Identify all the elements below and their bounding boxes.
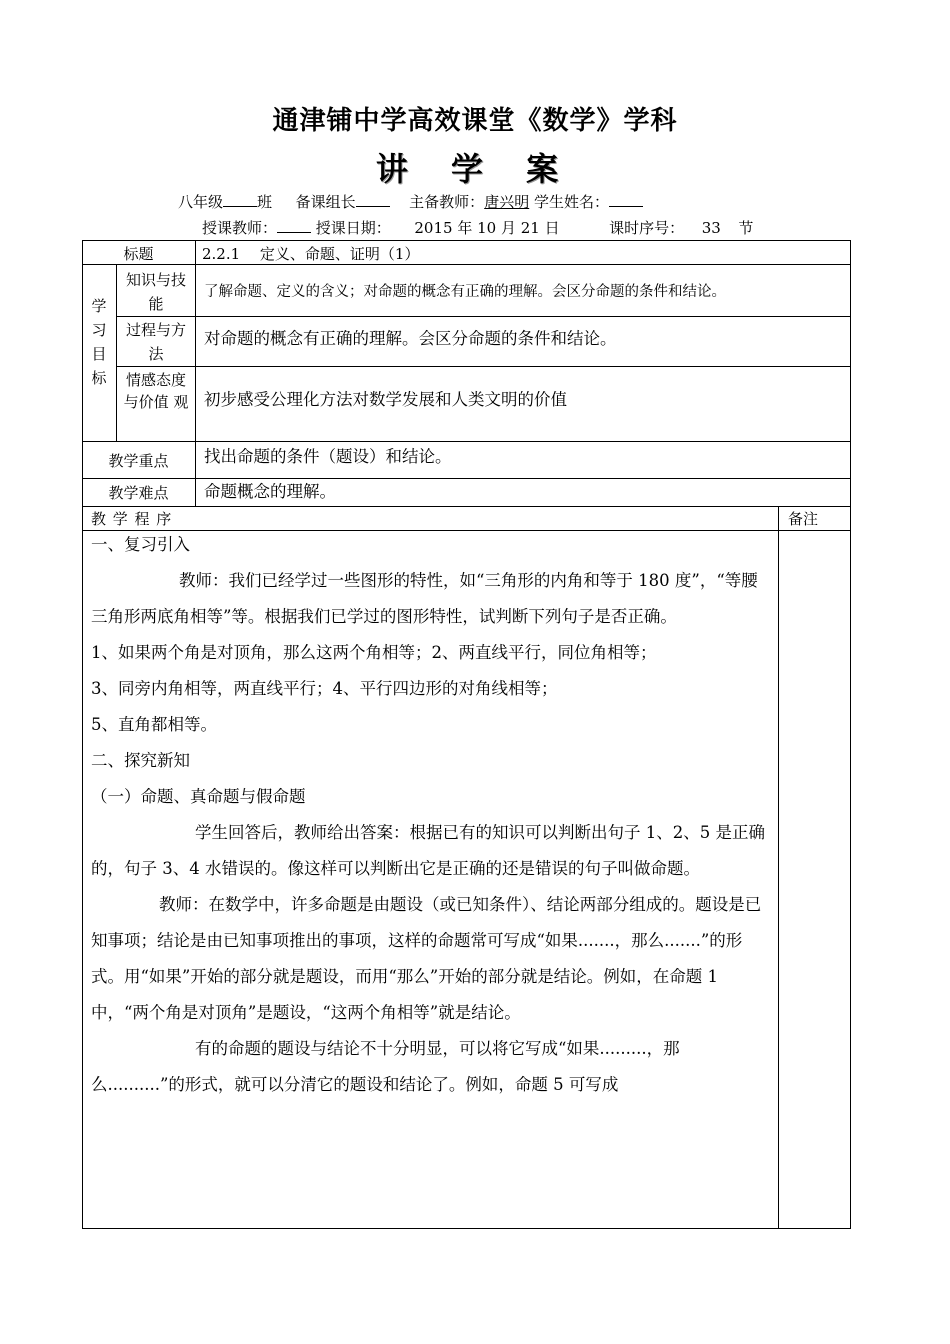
topic-value: 2.2.1 定义、命题、证明（1）	[202, 245, 420, 263]
lesson-number-label: 课时序号：	[609, 219, 685, 237]
page-subtitle: 讲 学 案	[375, 150, 575, 188]
procedure-label: 教 学 程 序	[91, 510, 173, 528]
student-name-label: 学生姓名：	[533, 193, 609, 211]
paragraph-review: 教师：我们已经学过一些图形的特性，如“三角形的内角和等于 180 度”，“等腰三角形两底角相等”等。根据我们已学过的图形特性，试判断下列句子是否正确。	[91, 571, 758, 626]
objective-text-process: 对命题的概念有正确的理解。会区分命题的条件和结论。	[204, 329, 617, 348]
objective-label-knowledge: 知识与技 能	[125, 271, 186, 313]
group-leader-label: 备课组长	[295, 193, 356, 211]
objective-label-process: 过程与方 法	[125, 321, 186, 363]
class-label: 班	[257, 193, 273, 211]
objective-label-attitude: 情感态度与价值 观	[123, 371, 189, 411]
date-value: 2015 年 10 月 21 日	[414, 219, 560, 237]
header-info-line-2	[202, 217, 753, 238]
main-teacher-label: 主备教师：	[409, 193, 485, 211]
lesson-unit: 节	[738, 219, 754, 237]
date-label: 授课日期：	[315, 219, 391, 237]
paragraph-answer: 学生回答后，教师给出答案：根据已有的知识可以判断出句子 1、2、5 是正确的，句子 3、4 水错误的。像这样可以判断出它是正确的还是错误的句子叫做命题。	[91, 823, 765, 878]
list-item: 3、同旁内角相等，两直线平行；4、平行四边形的对角线相等；	[91, 679, 558, 698]
objectives-label: 学习目标	[91, 297, 107, 387]
objective-text-attitude: 初步感受公理化方法对数学发展和人类文明的价值	[204, 390, 567, 409]
objective-text-knowledge: 了解命题、定义的含义；对命题的概念有正确的理解。会区分命题的条件和结论。	[204, 284, 726, 300]
header-info-line-1	[178, 191, 643, 212]
list-item: 1、如果两个角是对顶角，那么这两个角相等；2、两直线平行，同位角相等；	[91, 643, 657, 662]
remarks-label: 备注	[788, 510, 819, 528]
section-review-title: 一、复习引入	[91, 535, 190, 554]
section-explore-title: 二、探究新知	[91, 751, 190, 770]
list-item: 5、直角都相等。	[91, 715, 217, 734]
teacher-blank	[277, 218, 311, 233]
student-name-blank	[609, 192, 643, 207]
paragraph-rewrite: 有的命题的题设与结论不十分明显，可以将它写成“如果.........，那么..........”的形式，就可以分清它的题设和结论了。例如，命题 5 可写成	[91, 1039, 680, 1094]
paragraph-proposition-structure: 教师：在数学中，许多命题是由题设（或已知条件）、结论两部分组成的。题设是已知事项；结论是由已知事项推出的事项，这样的命题常可写成“如果.......，那么.......”的形式。用“如果”开始的部分就是题设，而用“那么”开始的部分就是结论。例如，在命题 1 中，“两个角是对顶角”是题设，“这两个角相等”就是结论。	[91, 895, 762, 1022]
lesson-number-value: 33	[701, 219, 721, 237]
topic-label: 标题	[123, 245, 154, 263]
difficulty-label: 教学难点	[108, 484, 169, 502]
teacher-label: 授课教师：	[202, 219, 278, 237]
page-title: 通津铺中学高效课堂《数学》学科	[272, 106, 678, 136]
lesson-body	[91, 527, 771, 1103]
key-point-label: 教学重点	[108, 452, 169, 470]
subsection-title: （一）命题、真命题与假命题	[91, 787, 306, 806]
difficulty-text: 命题概念的理解。	[204, 482, 336, 501]
main-teacher-name: 唐兴明	[484, 193, 530, 211]
class-blank	[223, 192, 257, 207]
group-leader-blank	[356, 192, 390, 207]
key-point-text: 找出命题的条件（题设）和结论。	[204, 447, 452, 466]
grade-label: 八年级	[178, 193, 224, 211]
